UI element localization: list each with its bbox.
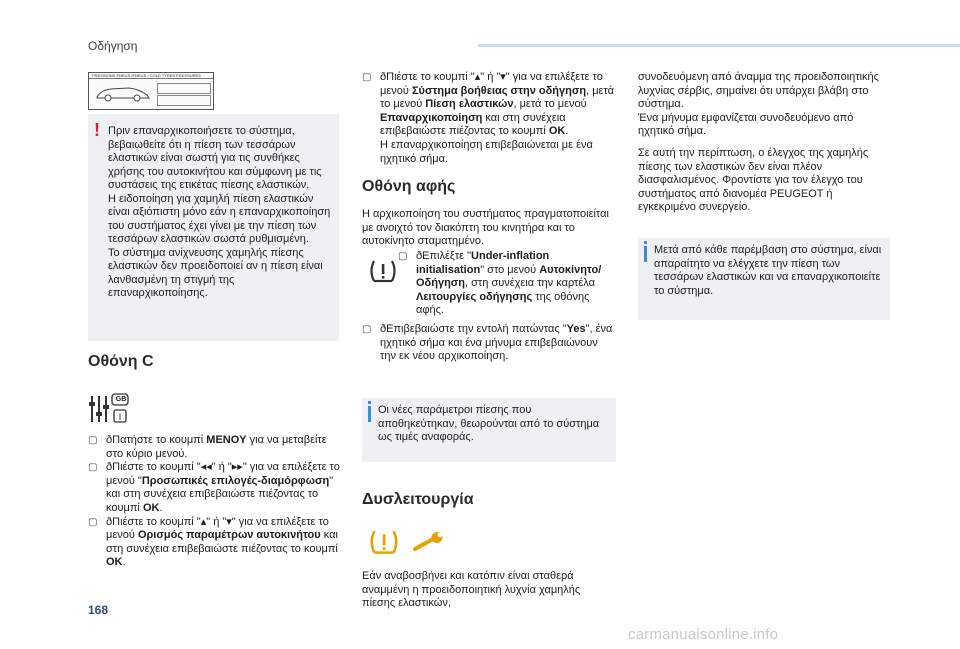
info-box-reference <box>362 398 616 462</box>
warning-text-2: Η ειδοποίηση για χαμηλή πίεση ελαστικών είναι αξιόπιστη μόνο εάν η επαναρχικοποίηση του συστήματος έχει γίνει με την πίεση των τεσσάρων ελαστικών σωστά ρυθμισμένη. <box>108 192 331 245</box>
menu-settings-icon <box>88 392 132 431</box>
col2-top-step <box>362 71 616 166</box>
screen-c-heading: Οθόνη C <box>88 353 154 370</box>
watermark: carmanualsonline.info <box>628 626 779 643</box>
fault-message-text: Ένα μήνυμα εμφανίζεται συνοδευόμενο από ηχητικό σήμα. <box>638 111 854 138</box>
step-item: ð ▢ Πιέστε το κουμπί "▴" ή "▾" για να επιλέξετε το μενού Σύστημα βοήθειας στην οδήγηση, μετά το μενού Πίεση ελαστικών, μετά το μενού Επαναρχικοποίηση και στη συνέχεια επιβεβαιώστε πιέζοντας το κουμπί OK. Η επαναρχικοποίηση επιβεβαιώνεται με ένα ηχητικό σήμα. <box>362 71 616 166</box>
touch-step-1 <box>398 250 616 318</box>
fault-heading: Δυσλειτουργία <box>362 491 474 508</box>
tyre-label-table <box>157 83 211 107</box>
tyre-pressure-warning-icon <box>368 258 398 291</box>
col3-text <box>638 71 890 215</box>
touch-step-2 <box>362 323 616 364</box>
step-item: ð ▢ Επιλέξτε "Under-inflation initialisation" στο μενού Αυτοκίνητο/Οδήγηση, στη συνέχεια την καρτέλα Λειτουργίες οδήγησης της οθόνης αφής. <box>398 250 616 318</box>
section-title: Οδήγηση <box>88 39 138 53</box>
svg-text:I: I <box>118 412 122 422</box>
screen-c-steps <box>88 434 340 570</box>
page-number: 168 <box>88 603 109 617</box>
tyre-pressure-label-image <box>88 72 214 110</box>
info-text: Μετά από κάθε παρέμβαση στο σύστημα, είναι απαραίτητο να ελέγχετε την πίεση των τεσσάρων ελαστικών και να επαναρχικοποιείτε το σύστημα. <box>654 244 882 297</box>
info-icon <box>644 246 647 262</box>
tyre-label-heading: PRESSIONS PNEUS /PNEUS / COLD TYRES PRESSURES <box>92 73 201 78</box>
info-icon <box>368 406 371 422</box>
step-item: ð ▢ Πιέστε το κουμπί "▴" ή "▾" για να επιλέξετε το μενού Ορισμός παραμέτρων αυτοκινήτου και στη συνέχεια επιβεβαιώστε πιέζοντας το κουμπί OK. <box>88 516 340 570</box>
fault-text-cont: συνοδευόμενη από άναμμα της προειδοποιητικής λυχνίας σέρβις, σημαίνει ότι υπάρχει βλάβη στο σύστημα. <box>638 71 879 111</box>
touch-screen-heading: Οθόνη αφής <box>362 178 456 195</box>
warning-box <box>88 114 339 341</box>
tyre-pressure-warning-icon <box>368 528 400 563</box>
exclamation-icon: ! <box>94 120 100 140</box>
step-item: ð ▢ Πιέστε το κουμπί "◂◂" ή "▸▸" για να επιλέξετε το μενού "Προσωπικές επιλογές-διαμόρφωση" και στη συνέχεια επιβεβαιώστε πιέζοντας το κουμπί OK. <box>88 461 340 515</box>
warning-text: Πριν επαναρχικοποιήσετε το σύστημα, βεβαιωθείτε ότι η πίεση των τεσσάρων ελαστικών είναι σωστή για τις συνθήκες χρήσης του αυτοκινήτου και σύμφωνη με τις συστάσεις της ετικέτας πίεσης ελαστικών. <box>108 125 322 191</box>
step-item: ð ▢ Πατήστε το κουμπί MENOY για να μεταβείτε στο κύριο μενού. <box>88 434 340 461</box>
info-box-maintenance <box>638 238 890 320</box>
car-silhouette-icon <box>95 84 151 102</box>
step-item: ð ▢ Επιβεβαιώστε την εντολή πατώντας "Yes", ένα ηχητικό σήμα και ένα μήνυμα επιβεβαιώνουν την εκ νέου αρχικοποίηση. <box>362 323 616 364</box>
fault-advice-text: Σε αυτή την περίπτωση, ο έλεγχος της χαμηλής πίεσης των ελαστικών δεν είναι πλέον διασφαλισμένος. Φροντίστε για τον έλεγχο του συστήματος από διανομέα PEUGEOT ή εγκεκριμένο συνεργείο. <box>638 146 869 214</box>
touch-intro-text: Η αρχικοποίηση του συστήματος πραγματοποιείται με ανοιχτό τον διακόπτη του κινητήρα και το αυτοκίνητο σταματημένο. <box>362 208 609 248</box>
info-text: Οι νέες παράμετροι πίεσης που αποθηκεύτηκαν, θεωρούνται από το σύστημα ως τιμές αναφοράς. <box>378 404 600 443</box>
fault-text: Εάν αναβοσβήνει και κατόπιν είναι σταθερά αναμμένη η προειδοποιητική λυχνία χαμηλής πίεσης ελαστικών, <box>362 570 581 610</box>
warning-text-3: Το σύστημα ανίχνευσης χαμηλής πίεσης ελαστικών δεν προειδοποιεί αν η πίεση είναι λανθασμένη τη στιγμή της επαναρχικοποίησης. <box>108 246 323 299</box>
header-accent-bar <box>478 44 960 47</box>
service-wrench-icon <box>412 532 446 559</box>
gb-badge: GB <box>115 396 127 403</box>
